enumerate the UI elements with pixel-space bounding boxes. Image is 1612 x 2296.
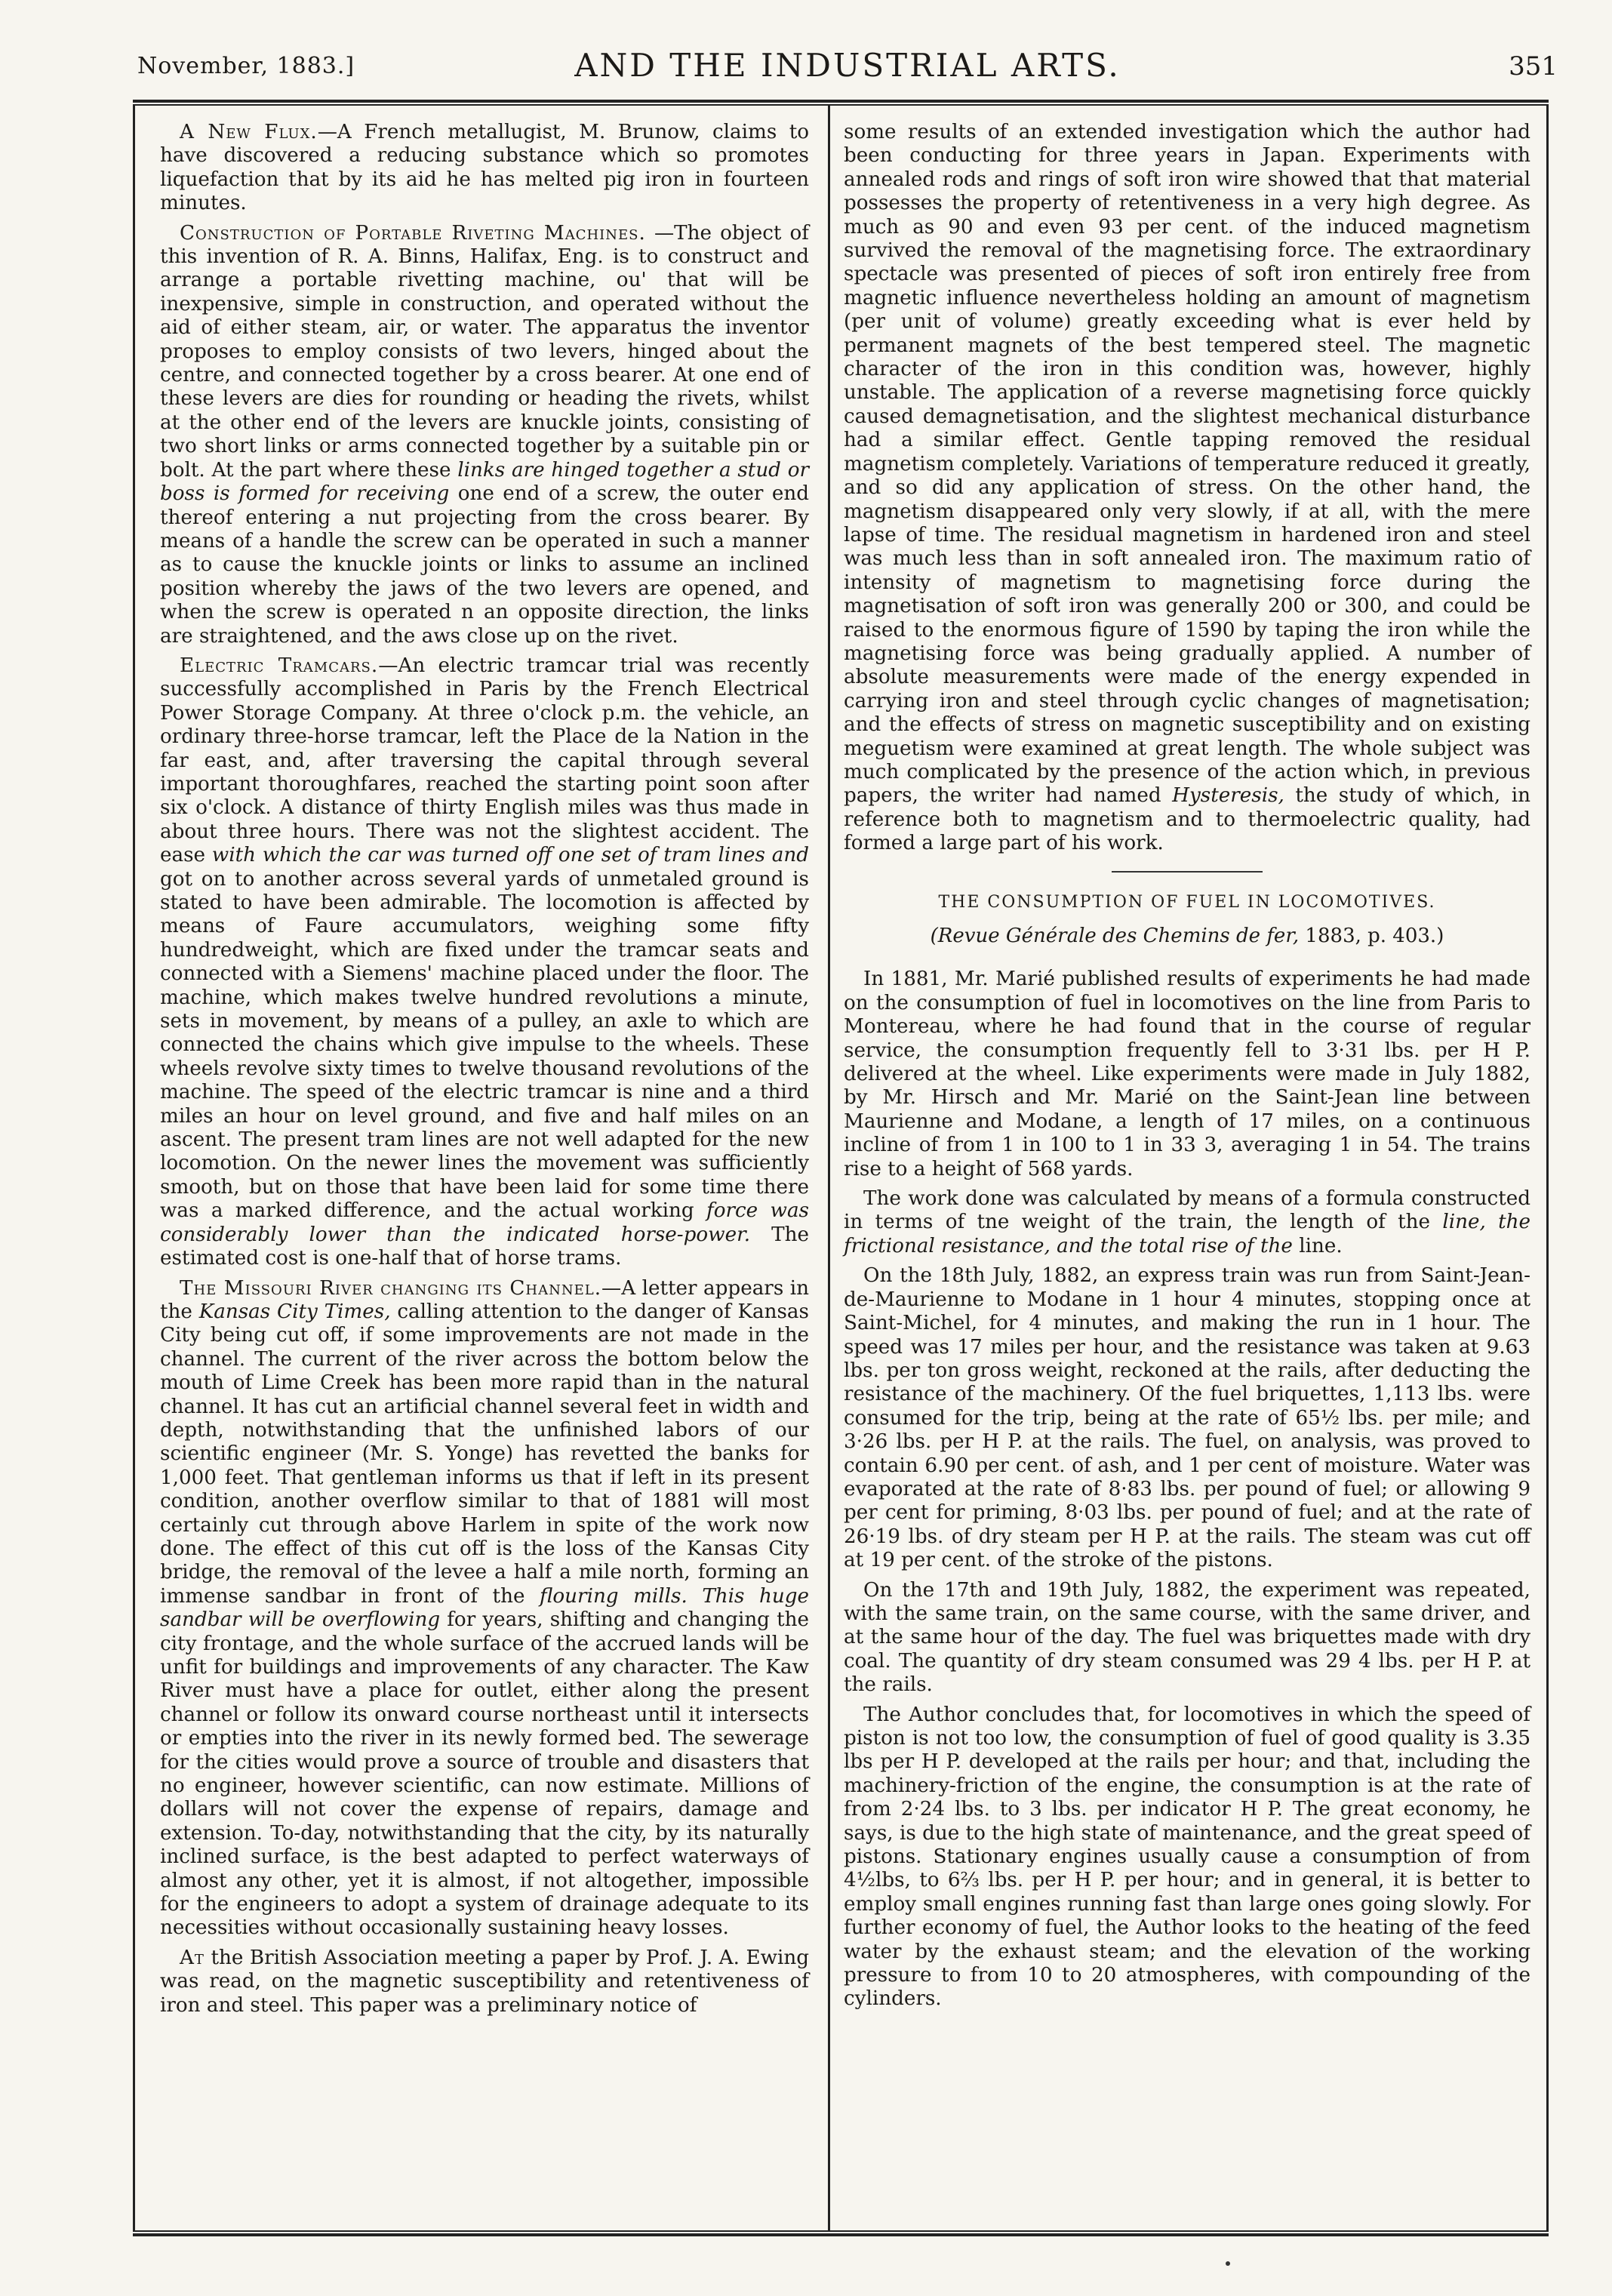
- article-new-flux: [160, 121, 809, 216]
- article-text: line.: [1292, 1234, 1343, 1257]
- article-text: the study of which, in reference both to magnetism and to thermoelectric quality, had formed a large part of his work.: [844, 784, 1531, 855]
- page-header: [137, 47, 1558, 92]
- article-italic-text: Hysteresis,: [1172, 784, 1284, 808]
- article-text: some results of an extended investigation which the author had been conducting for three years in Japan. Experiments with annealed rods and rings of soft iron wire showed that that material possesses the property of retentiveness in a very high degree. As much as 90 and even 93 per cent. of the induced magnetism survived the removal of the magnetising force. The extraordinary spectacle was presented of pieces of soft iron entirely free from magnetic influence nevertheless holding an amount of magnetism (per unit of volume) greatly exceeding what is ever held by permanent magnets of the best tempered steel. The magnetic character of the iron in this condition was, however, highly unstable. The application of a reverse magnetising force quickly caused demagnetisation, and the slightest mechanical disturbance had a similar effect. Gentle tapping removed the residual magnetism completely. Variations of temperature reduced it greatly, and so did any application of stress. On the other hand, the magnetism disappeared only very slowly, if at all, with the mere lapse of time. The residual magnetism in hardened iron and steel was much less than in soft annealed iron. The maximum ratio of intensity of magnetism to magnetising force during the magnetisation of soft iron was generally 200 or 300, and could be raised to the enormous figure of 1590 by taping the iron while the magnetising force was being gradually applied. A number of absolute measurements were made of the energy expended in carrying iron and steel through cyclic changes of magnetisation; and the effects of stress on magnetic susceptibility and on existing meguetism were examined at great length. The whole subject was much complicated by the presence of the action which, in previous papers, the writer had named: [844, 121, 1530, 808]
- source-journal: (Revue Générale des Chemins de fer,: [930, 925, 1300, 947]
- right-border-rule: [1546, 106, 1549, 2230]
- fuel-paragraph: On the 17th and 19th July, 1882, the experiment was repeated, with the same train, on the same course, with the same driver, and at the same hour of the day. The fuel was briquettes made with dry coal. The quantity of dry steam consumed was 29 4 lbs. per H P. at the rails.: [844, 1578, 1530, 1697]
- article-italic-text: with which the car was turned off one set of tram lines and: [211, 844, 809, 867]
- article-text: The work done was calculated by means of a formula constructed in terms of tne weight of the train, the length of the: [844, 1187, 1530, 1234]
- article-italic-text: flouring mills. This huge sandbar will be overflowing: [160, 1584, 809, 1632]
- fuel-paragraph: On the 18th July, 1882, an express train was run from Saint-Jean-de-Maurienne to Modane in 1 hour 4 minutes, stopping once at Saint-Michel, for 4 minutes, and making the run in 1 hour. The speed was 17 miles per hour, and the resistance was taken at 9.63 lbs. per ton gross weight, reckoned at the rails, after deducting the resistance of the machinery. Of the fuel briquettes, 1,113 lbs. were consumed for the trip, being at the rate of 65½ lbs. per mile; and 3·26 lbs. per H P. at the rails. The fuel, on analysis, was proved to contain 6.90 per cent. of ash, and 1 per cent of moisture. Water was evaporated at the rate of 8·83 lbs. per pound of fuel; or allowing 9 per cent for priming, 8·03 lbs. per pound of fuel; and at the rate of 26·19 lbs. of dry steam per H P. at the rails. The steam was cut off at 19 per cent. of the stroke of the pistons.: [844, 1264, 1530, 1572]
- article-lead-word: At: [180, 1946, 205, 1969]
- article-riveting-machines: [160, 222, 809, 648]
- article-text: —The object of this invention of R. A. Binns, Halifax, Eng. is to construct and arrange a portable rivetting machine, ou' that will be inexpensive, simple in construction, and operated without the aid of either steam, air, or water. The apparatus the inventor proposes to employ consists of two levers, hinged about the centre, and connected together by a cross bearer. At one end of these levers are dies for rounding or heading the rivets, whilst at the other end of the levers are knuckle joints, consisting of two short links or arms connected together by a suitable pin or bolt. At the part where these: [160, 221, 809, 482]
- newspaper-name: Kansas City Times,: [198, 1300, 391, 1323]
- article-text: The estimated cost is one-half that of horse trams.: [160, 1223, 809, 1270]
- article-italic-text: force was considerably lower than the indicated horse-power.: [160, 1199, 809, 1246]
- top-border-rule: [133, 100, 1549, 106]
- issue-date: November, 1883.]: [137, 53, 355, 79]
- article-heading: Construction of Portable Riveting Machines.: [180, 221, 646, 245]
- article-electric-tramcars: [160, 654, 809, 1271]
- article-italic-text: links are hinged together a stud or boss is formed for receiving: [160, 458, 809, 506]
- fuel-paragraph: [844, 1187, 1530, 1258]
- fuel-paragraph: The Author concludes that, for locomotives in which the speed of piston is not too low, the consumption of fuel of good quality is 3.35 lbs per H P. developed at the rails per hour; and that, including the machinery-friction of the engine, the consumption is at the rate of from 2·24 lbs. to 3 lbs. per indicator H P. The great economy, he says, is due to the high state of maintenance, and the great speed of pistons. Stationary engines usually cause a consumption of from 4½lbs, to 6⅔ lbs. per H P. per hour; and in general, it is better to employ small engines running fast than large ones going slowly. For further economy of fuel, the Author looks to the heating of the feed water by the exhaust steam; and the elevation of the working pressure to from 10 to 20 atmospheres, with compounding of the cylinders.: [844, 1703, 1530, 2011]
- page-number: 351: [1509, 51, 1558, 82]
- right-column: [844, 121, 1530, 2017]
- article-text: got on to another across several yards of unmetaled ground is stated to have been admirable. The locomotion is affected by means of Faure accumulators, weighing some fifty hundredweight, which are fixed under the tramcar seats and connected with a Siemens' machine placed under the floor. The machine, which makes twelve hundred revolutions a minute, sets in movement, by means of a pulley, an axle to which are connected the chains which give impulse to the wheels. These wheels revolve sixty times to twelve thousand revolutions of the machine. The speed of the electric tramcar is nine and a third miles an hour on level ground, and five and half miles on an ascent. The present tram lines are not well adapted for the new locomotion. On the newer lines the movement was sufficiently smooth, but on those that have been laid for some time there was a marked difference, and the actual working: [160, 867, 809, 1223]
- article-missouri-river: [160, 1277, 809, 1941]
- running-title: AND THE INDUSTRIAL ARTS.: [574, 47, 1121, 84]
- article-heading: Electric Tramcars.: [180, 654, 379, 677]
- article-text: for years, shifting and changing the city frontage, and the whole surface of the accrued lands will be unfit for buildings and improvements of any character. The Kaw River must have a place for outlet, either along the present channel or follow its onward course northeast until it intersects or empties into the river in its newly formed bed. The sewerage for the cities would prove a source of trouble and disasters that no engineer, however scientific, can now estimate. Millions of dollars will not cover the expense of repairs, damage and extension. To-day, notwithstanding that the city, by its naturally inclined surface, is the best adapted to perfect waterways of almost any other, yet it is almost, if not altogether, impossible for the engineers to adopt a system of drainage adequate to its necessities without occasionally sustaining heavy losses.: [160, 1608, 809, 1940]
- source-citation: 1883, p. 403.): [1299, 925, 1444, 947]
- article-text: —A letter appears in the: [160, 1276, 809, 1323]
- bottom-border-rule: [133, 2230, 1549, 2236]
- section-source: [844, 925, 1530, 948]
- article-text: —An electric tramcar trial was recently successfully accomplished in Paris by the French Electrical Power Storage Company. At three o'clock p.m. the vehicle, an ordinary three-horse tramcar, left the Place de la Nation in the far east, and, after traversing the capital through several important thoroughfares, reached the starting point soon after six o'clock. A distance of thirty English miles was thus made in about three hours. There was not the slightest accident. The ease: [160, 654, 809, 867]
- article-italic-text: line, the frictional resistance, and the total rise of the: [844, 1211, 1531, 1257]
- article-british-association: [160, 1947, 809, 2017]
- section-title: THE CONSUMPTION OF FUEL IN LOCOMOTIVES.: [938, 892, 1436, 912]
- ink-speck: [1226, 2261, 1230, 2266]
- article-heading: The Missouri River changing its Channel.: [180, 1276, 602, 1300]
- article-text: calling attention to the danger of Kansas City being cut off, if some improvements are not made in the channel. The current of the river across the bottom below the mouth of Lime Creek has been more rapid than in the natural channel. It has cut an artificial channel several feet in width and depth, notwithstanding that the unfinished labors of our scientific engineer (Mr. S. Yonge) has revetted the banks for 1,000 feet. That gentleman informs us that if left in its present condition, another overflow similar to that of 1881 will most certainly cut through above Harlem in spite of the work now done. The effect of this cut off is the loss of the Kansas City bridge, the removal of the levee a half a mile north, forming an immense sandbar in front of the: [160, 1300, 809, 1608]
- article-heading: A New Flux.: [180, 121, 318, 143]
- article-text: the British Association meeting a paper by Prof. J. A. Ewing was read, on the magnetic susceptibility and retentiveness of iron and steel. This paper was a preliminary notice of: [160, 1946, 809, 2017]
- fuel-paragraph: In 1881, Mr. Marié published results of experiments he had made on the consumption of fuel in locomotives on the line from Paris to Montereau, where he had found that in the course of regular service, the consumption frequently fell to 3·31 lbs. per H P. delivered at the wheel. Like experiments were made in July 1882, by Mr. Hirsch and Mr. Marié on the Saint-Jean line between Maurienne and Modane, a length of 17 miles, on a continuous incline of from 1 in 100 to 1 in 33 3, averaging 1 in 54. The trains rise to a height of 568 yards.: [844, 968, 1530, 1180]
- left-column: [160, 121, 809, 2024]
- left-border-rule: [133, 106, 135, 2230]
- article-text: one end of a screw, the outer end thereof entering a nut projecting from the cross bearer. By means of a handle the screw can be operated in such a manner as to cause the knuckle joints or links to assume an inclined position whereby the jaws of the two levers are opened, and when the screw is operated n an opposite direction, the links are straightened, and the aws close up on the rivet.: [160, 482, 809, 648]
- article-text: —A French metallugist, M. Brunow, claims to have discovered a reducing substance which so promotes liquefaction that by its aid he has melted pig iron in fourteen minutes.: [160, 121, 809, 215]
- column-divider-rule: [828, 106, 830, 2230]
- article-ewing-continued: [844, 121, 1530, 856]
- section-divider: [1112, 871, 1263, 873]
